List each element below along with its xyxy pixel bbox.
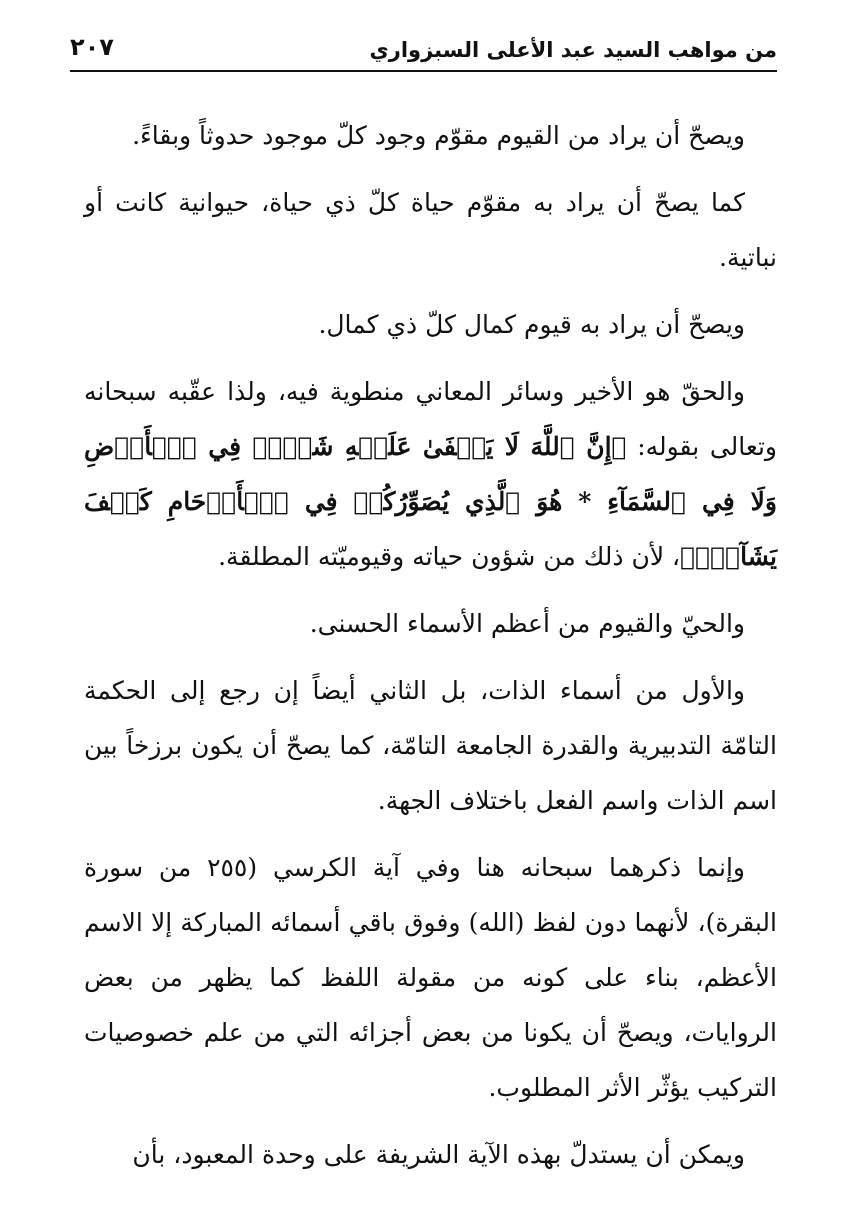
header-divider (70, 70, 777, 72)
main-text (84, 108, 777, 1182)
paragraph-names-of-essence: والأول من أسماء الذات، بل الثاني أيضاً إن رجع إلى الحكمة التامّة التدبيرية والقدرة الجامعة التامّة، كما يصحّ أن يكون برزخاً بين اسم الذات واسم الفعل باختلاف الجهة. (84, 676, 777, 815)
paragraph-greatest-names: والحيّ والقيوم من أعظم الأسماء الحسنى. (309, 609, 745, 638)
paragraph-quranic-verse (84, 364, 777, 584)
paragraph-ayat-al-kursi: وإنما ذكرهما سبحانه هنا وفي آية الكرسي (٢٥٥ من سورة البقرة)، لأنهما دون لفظ (الله) وفوق باقي أسمائه المباركة إلا الاسم الأعظم، بناء على كونه من مقولة اللفظ كما يظهر من بعض الروايات، ويصحّ أن يكونا من بعض أجزائه التي من علم خصوصيات التركيب يؤثّر الأثر المطلوب. (84, 853, 777, 1102)
paragraph-qayyum-perfection: ويصحّ أن يراد به قيوم كمال كلّ ذي كمال. (318, 310, 745, 339)
verse-explanation-text: ، لأن ذلك من شؤون حياته وقيوميّته المطلقة. (218, 542, 681, 571)
page-number: ٢٠٧ (70, 33, 114, 61)
quranic-verse: ﴿إِنَّ ٱللَّهَ لَا يَخۡفَىٰ عَلَيۡهِ شَيۡءٞ فِي ٱلۡأَرۡضِ وَلَا فِي ٱلسَّمَآءِ * هُوَ ٱلَّذِي يُصَوِّرُكُمۡ فِي ٱلۡأَرۡحَامِ كَيۡفَ يَشَآءُۚ﴾ (84, 432, 777, 571)
paragraph-qayyum-existence: ويصحّ أن يراد من القيوم مقوّم وجود كلّ موجود حدوثاً وبقاءً. (132, 121, 745, 150)
running-header (70, 30, 777, 70)
header-title: من مواهب السيد عبد الأعلى السبزواري (369, 38, 777, 62)
paragraph-qayyum-life: كما يصحّ أن يراد به مقوّم حياة كلّ ذي حياة، حيوانية كانت أو نباتية. (84, 188, 777, 272)
verse-intro-text: والحقّ هو الأخير وسائر المعاني منطوية فيه، ولذا عقّبه سبحانه وتعالى بقوله: (84, 377, 778, 461)
paragraph-unity-of-worship: ويمكن أن يستدلّ بهذه الآية الشريفة على وحدة المعبود، بأن (132, 1140, 745, 1169)
